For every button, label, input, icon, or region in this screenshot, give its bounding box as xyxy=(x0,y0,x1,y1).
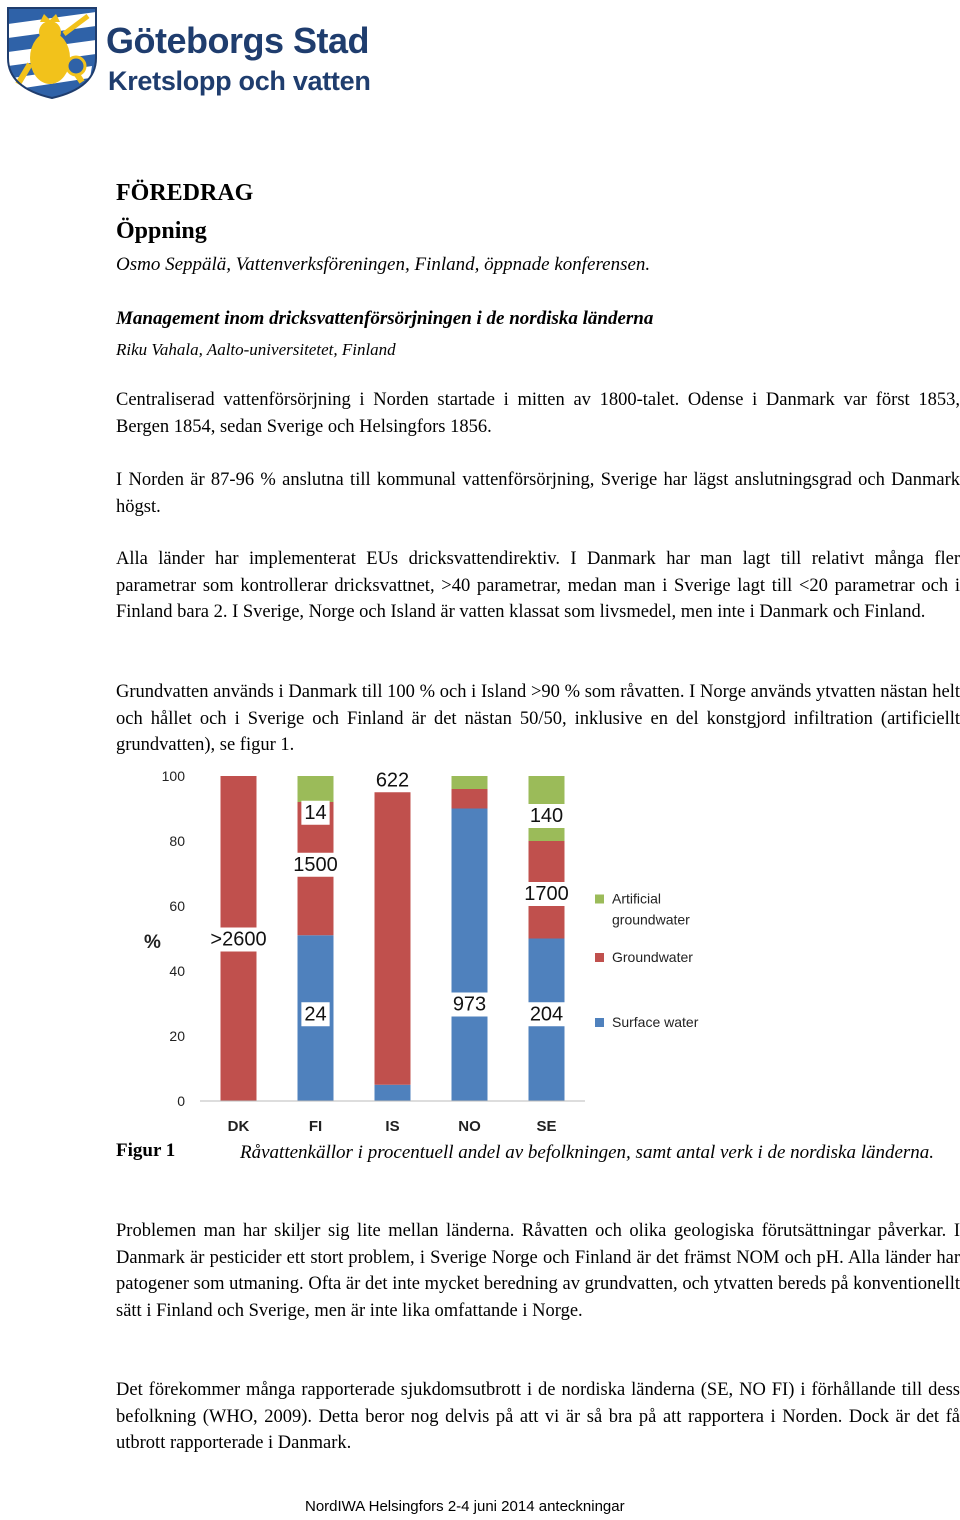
stacked-bar-chart xyxy=(130,758,710,1138)
x-tick-label: SE xyxy=(536,1118,557,1135)
y-tick-label: 40 xyxy=(169,963,185,979)
legend-label: Surface water xyxy=(612,1014,699,1030)
data-label: 204 xyxy=(529,1003,564,1026)
data-label: >2600 xyxy=(210,928,267,951)
y-tick-label: 80 xyxy=(169,833,185,849)
bar-segment xyxy=(375,776,411,1085)
y-tick-label: 20 xyxy=(169,1028,185,1044)
coat-of-arms-logo xyxy=(4,4,100,100)
data-label: 14 xyxy=(304,801,327,824)
department-name: Kretslopp och vatten xyxy=(108,66,371,96)
section-title: FÖREDRAG xyxy=(116,180,254,206)
legend-swatch xyxy=(595,895,604,904)
y-tick-label: 0 xyxy=(177,1093,185,1109)
legend-label: Groundwater xyxy=(612,949,693,965)
paragraph: Centraliserad vattenförsörjning i Norden startade i mitten av 1800-talet. Odense i Danmark var först 1853, Bergen 1854, sedan Sverige och Helsingfors 1856. xyxy=(116,390,960,437)
data-label: 140 xyxy=(529,805,564,827)
chart-svg xyxy=(130,758,710,1138)
y-axis-label: % xyxy=(144,932,161,953)
paragraph: Grundvatten används i Danmark till 100 % och i Island >90 % som råvatten. I Norge används ytvatten nästan helt och hållet och i Sverige och Finland är det nästan 50/50, inklusive en del konstgjord infiltration (artificiellt grundvatten), se figur 1. xyxy=(116,682,960,755)
talk-speaker: Riku Vahala, Aalto-universitetet, Finland xyxy=(116,340,396,359)
x-tick-label: NO xyxy=(458,1118,481,1135)
legend-label: Artificial xyxy=(612,890,662,907)
paragraph: Alla länder har implementerat EUs dricksvattendirektiv. I Danmark har man lagt till relativt många fler parametrar som kontrollerar dricksvattnet, >40 parametrar, medan man i Sverige lagt till <20 parametrar och i Finland bara 2. I Sverige, Norge och Island är vatten klassat som livsmedel, men inte i Danmark och Finland. xyxy=(116,549,960,622)
paragraph: Det förekommer många rapporterade sjukdomsutbrott i de nordiska länderna (SE, NO FI) i förhållande till dess befolkning (WHO, 2009). Detta beror nog delvis på att vi är så bra på att rapportera i Norden. Dock är det få utbrott rapporterade i Danmark. xyxy=(116,1380,960,1453)
org-name: Göteborgs Stad xyxy=(106,20,370,61)
coat-of-arms-lion-icon xyxy=(4,4,100,100)
legend-swatch xyxy=(595,1018,604,1027)
figure-caption: Råvattenkällor i procentuell andel av befolkningen, samt antal verk i de nordiska länderna. xyxy=(240,1142,935,1163)
bar-segment xyxy=(298,776,334,802)
x-tick-label: DK xyxy=(227,1118,250,1135)
x-tick-label: FI xyxy=(308,1118,323,1135)
paragraph: Problemen man har skiljer sig lite mellan länderna. Råvatten och olika geologiska förutsättningar påverkar. I Danmark är pesticider ett stort problem, i Sverige Norge och Finland är det främst NOM och pH. Alla länder har patogener som utmaning. Ofta är det inte mycket beredning av grundvatten, och ytvatten bereds på konventionellt sätt i Finland och Sverige, men är inte lika omfattande i Norge. xyxy=(116,1221,960,1321)
y-tick-label: 60 xyxy=(169,898,185,914)
legend-swatch xyxy=(595,953,604,962)
opening-text: Osmo Seppälä, Vattenverksföreningen, Finland, öppnade konferensen. xyxy=(116,254,651,275)
bar-segment xyxy=(452,776,488,789)
y-tick-label: 100 xyxy=(161,768,185,784)
bar-segment xyxy=(375,1085,411,1101)
page-footer: NordIWA Helsingfors 2-4 juni 2014 anteckningar xyxy=(305,1498,625,1515)
section-subtitle: Öppning xyxy=(116,218,207,244)
data-label: 1500 xyxy=(293,853,338,876)
data-label: 1700 xyxy=(524,883,569,905)
data-label: 24 xyxy=(304,1003,327,1026)
talk-title: Management inom dricksvattenförsörjningen i de nordiska länderna xyxy=(116,308,654,329)
x-tick-label: IS xyxy=(385,1118,400,1135)
legend-label: groundwater xyxy=(612,911,690,928)
bar-segment xyxy=(452,789,488,809)
data-label: 973 xyxy=(452,993,487,1016)
paragraph: I Norden är 87-96 % anslutna till kommunal vattenförsörjning, Sverige har lägst anslutningsgrad och Danmark högst. xyxy=(116,470,960,517)
data-label: 622 xyxy=(375,769,410,792)
figure-label: Figur 1 xyxy=(116,1140,176,1161)
bar-segment xyxy=(452,809,488,1102)
